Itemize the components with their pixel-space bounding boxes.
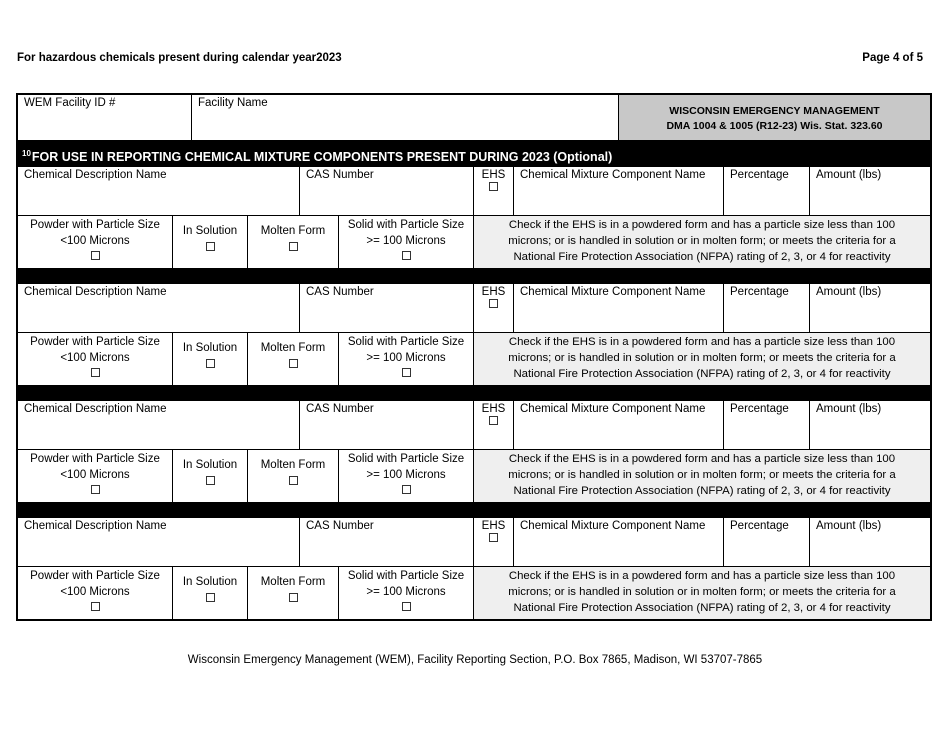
chemical-description-label: Chemical Description Name [24, 403, 167, 415]
component-row-main [18, 167, 930, 216]
molten-checkbox[interactable] [289, 359, 298, 368]
in-solution-checkbox[interactable] [206, 359, 215, 368]
ehs-field [474, 167, 514, 215]
molten-option [248, 333, 339, 385]
chemical-description-label: Chemical Description Name [24, 520, 167, 532]
ehs-form-note [474, 567, 930, 619]
percentage-field[interactable] [724, 401, 810, 449]
molten-checkbox[interactable] [289, 476, 298, 485]
component-name-field[interactable] [514, 167, 724, 215]
ehs-field [474, 401, 514, 449]
agency-name: WISCONSIN EMERGENCY MANAGEMENT [669, 105, 880, 117]
powder-label-line1: Powder with Particle Size [30, 570, 160, 582]
component-row-form [18, 567, 930, 619]
component-block [18, 284, 930, 385]
amount-label: Amount (lbs) [816, 169, 882, 181]
calendar-year-line [17, 52, 342, 64]
solid-option [339, 567, 474, 619]
molten-checkbox[interactable] [289, 593, 298, 602]
powder-checkbox[interactable] [91, 602, 100, 611]
component-row-main [18, 401, 930, 450]
in-solution-checkbox[interactable] [206, 242, 215, 251]
note-line1: Check if the EHS is in a powdered form and has a particle size less than 100 [508, 453, 896, 465]
in-solution-label: In Solution [182, 459, 238, 471]
molten-option [248, 216, 339, 268]
ehs-label: EHS [481, 286, 506, 298]
molten-checkbox[interactable] [289, 242, 298, 251]
ehs-checkbox[interactable] [489, 182, 498, 191]
solid-label-line1: Solid with Particle Size [347, 336, 465, 348]
solid-option [339, 216, 474, 268]
agency-box [619, 95, 930, 140]
note-line1: Check if the EHS is in a powdered form and has a particle size less than 100 [508, 336, 896, 348]
solid-label-line2: >= 100 Microns [366, 234, 446, 247]
cas-number-field[interactable] [300, 284, 474, 332]
molten-label: Molten Form [260, 225, 326, 237]
powder-checkbox[interactable] [91, 251, 100, 260]
component-block [18, 167, 930, 268]
facility-name-label: Facility Name [198, 97, 268, 109]
cas-number-field[interactable] [300, 518, 474, 566]
page-number: Page 4 of 5 [862, 52, 923, 64]
section-number: 10 [22, 149, 31, 158]
note-line1: Check if the EHS is in a powdered form and has a particle size less than 100 [508, 570, 896, 582]
molten-option [248, 450, 339, 502]
amount-label: Amount (lbs) [816, 403, 882, 415]
amount-field[interactable] [810, 401, 930, 449]
cas-number-label: CAS Number [306, 520, 374, 532]
powder-label-line2: <100 Microns [60, 585, 130, 598]
chemical-description-label: Chemical Description Name [24, 286, 167, 298]
note-line2: microns; or is handled in solution or in molten form; or meets the criteria for a [508, 235, 896, 247]
powder-label-line2: <100 Microns [60, 234, 130, 247]
solid-label-line2: >= 100 Microns [366, 585, 446, 598]
powder-label-line1: Powder with Particle Size [30, 453, 160, 465]
amount-field[interactable] [810, 284, 930, 332]
powder-label-line2: <100 Microns [60, 351, 130, 364]
facility-id-field[interactable] [18, 95, 192, 140]
powder-label-line2: <100 Microns [60, 468, 130, 481]
chemical-description-field[interactable] [18, 284, 300, 332]
cas-number-label: CAS Number [306, 169, 374, 181]
solid-label-line1: Solid with Particle Size [347, 219, 465, 231]
component-name-label: Chemical Mixture Component Name [520, 286, 706, 298]
ehs-checkbox[interactable] [489, 416, 498, 425]
chemical-description-label: Chemical Description Name [24, 169, 167, 181]
powder-checkbox[interactable] [91, 368, 100, 377]
solid-option [339, 450, 474, 502]
chemical-description-field[interactable] [18, 518, 300, 566]
facility-name-field[interactable] [192, 95, 619, 140]
solid-label-line2: >= 100 Microns [366, 468, 446, 481]
percentage-label: Percentage [730, 520, 789, 532]
note-line3: National Fire Protection Association (NFPA) rating of 2, 3, or 4 for reactivity [513, 602, 891, 614]
component-name-field[interactable] [514, 401, 724, 449]
calendar-year-label: For hazardous chemicals present during calendar year [17, 52, 317, 64]
molten-option [248, 567, 339, 619]
amount-field[interactable] [810, 518, 930, 566]
component-row-form [18, 216, 930, 268]
ehs-label: EHS [481, 403, 506, 415]
component-name-field[interactable] [514, 518, 724, 566]
amount-label: Amount (lbs) [816, 520, 882, 532]
agency-form-id: DMA 1004 & 1005 (R12-23) Wis. Stat. 323.60 [666, 120, 883, 132]
ehs-form-note [474, 216, 930, 268]
powder-checkbox[interactable] [91, 485, 100, 494]
in-solution-checkbox[interactable] [206, 476, 215, 485]
solid-label-line1: Solid with Particle Size [347, 453, 465, 465]
in-solution-option [173, 216, 248, 268]
in-solution-label: In Solution [182, 342, 238, 354]
percentage-label: Percentage [730, 169, 789, 181]
amount-label: Amount (lbs) [816, 286, 882, 298]
footer-address: Wisconsin Emergency Management (WEM), Facility Reporting Section, P.O. Box 7865, Madison, WI 53707-7865 [187, 654, 763, 666]
component-block [18, 518, 930, 619]
cas-number-field[interactable] [300, 401, 474, 449]
solid-option [339, 333, 474, 385]
percentage-label: Percentage [730, 286, 789, 298]
in-solution-label: In Solution [182, 225, 238, 237]
component-name-label: Chemical Mixture Component Name [520, 403, 706, 415]
in-solution-label: In Solution [182, 576, 238, 588]
note-line3: National Fire Protection Association (NFPA) rating of 2, 3, or 4 for reactivity [513, 368, 891, 380]
powder-option [18, 333, 173, 385]
chemical-description-field[interactable] [18, 167, 300, 215]
section-title-bar [18, 141, 930, 167]
percentage-field[interactable] [724, 284, 810, 332]
component-row-form [18, 333, 930, 385]
block-separator [18, 385, 930, 401]
component-row-form [18, 450, 930, 502]
facility-header-row [18, 95, 930, 141]
percentage-label: Percentage [730, 403, 789, 415]
in-solution-option [173, 333, 248, 385]
ehs-label: EHS [481, 520, 506, 532]
ehs-field [474, 284, 514, 332]
note-line1: Check if the EHS is in a powdered form and has a particle size less than 100 [508, 219, 896, 231]
molten-label: Molten Form [260, 576, 326, 588]
note-line3: National Fire Protection Association (NFPA) rating of 2, 3, or 4 for reactivity [513, 251, 891, 263]
in-solution-checkbox[interactable] [206, 593, 215, 602]
component-blocks [18, 167, 930, 619]
ehs-form-note [474, 333, 930, 385]
component-name-field[interactable] [514, 284, 724, 332]
powder-label-line1: Powder with Particle Size [30, 336, 160, 348]
note-line3: National Fire Protection Association (NFPA) rating of 2, 3, or 4 for reactivity [513, 485, 891, 497]
percentage-field[interactable] [724, 167, 810, 215]
ehs-checkbox[interactable] [489, 533, 498, 542]
component-name-label: Chemical Mixture Component Name [520, 520, 706, 532]
solid-checkbox[interactable] [402, 368, 411, 377]
note-line2: microns; or is handled in solution or in molten form; or meets the criteria for a [508, 469, 896, 481]
block-separator [18, 268, 930, 284]
powder-label-line1: Powder with Particle Size [30, 219, 160, 231]
solid-checkbox[interactable] [402, 251, 411, 260]
note-line2: microns; or is handled in solution or in molten form; or meets the criteria for a [508, 586, 896, 598]
ehs-form-note [474, 450, 930, 502]
percentage-field[interactable] [724, 518, 810, 566]
chemical-description-field[interactable] [18, 401, 300, 449]
powder-option [18, 450, 173, 502]
section-title: FOR USE IN REPORTING CHEMICAL MIXTURE COMPONENTS PRESENT DURING 2023 (Optional) [31, 150, 613, 164]
ehs-field [474, 518, 514, 566]
solid-label-line1: Solid with Particle Size [347, 570, 465, 582]
powder-option [18, 216, 173, 268]
molten-label: Molten Form [260, 342, 326, 354]
molten-label: Molten Form [260, 459, 326, 471]
cas-number-label: CAS Number [306, 403, 374, 415]
amount-field[interactable] [810, 167, 930, 215]
solid-checkbox[interactable] [402, 485, 411, 494]
solid-checkbox[interactable] [402, 602, 411, 611]
component-block [18, 401, 930, 502]
calendar-year-value: 2023 [316, 52, 342, 64]
facility-id-label: WEM Facility ID # [24, 97, 116, 109]
block-separator [18, 502, 930, 518]
in-solution-option [173, 450, 248, 502]
component-row-main [18, 284, 930, 333]
in-solution-option [173, 567, 248, 619]
cas-number-label: CAS Number [306, 286, 374, 298]
mixture-components-form [16, 93, 932, 621]
cas-number-field[interactable] [300, 167, 474, 215]
component-name-label: Chemical Mixture Component Name [520, 169, 706, 181]
solid-label-line2: >= 100 Microns [366, 351, 446, 364]
ehs-label: EHS [481, 169, 506, 181]
ehs-checkbox[interactable] [489, 299, 498, 308]
note-line2: microns; or is handled in solution or in molten form; or meets the criteria for a [508, 352, 896, 364]
powder-option [18, 567, 173, 619]
component-row-main [18, 518, 930, 567]
